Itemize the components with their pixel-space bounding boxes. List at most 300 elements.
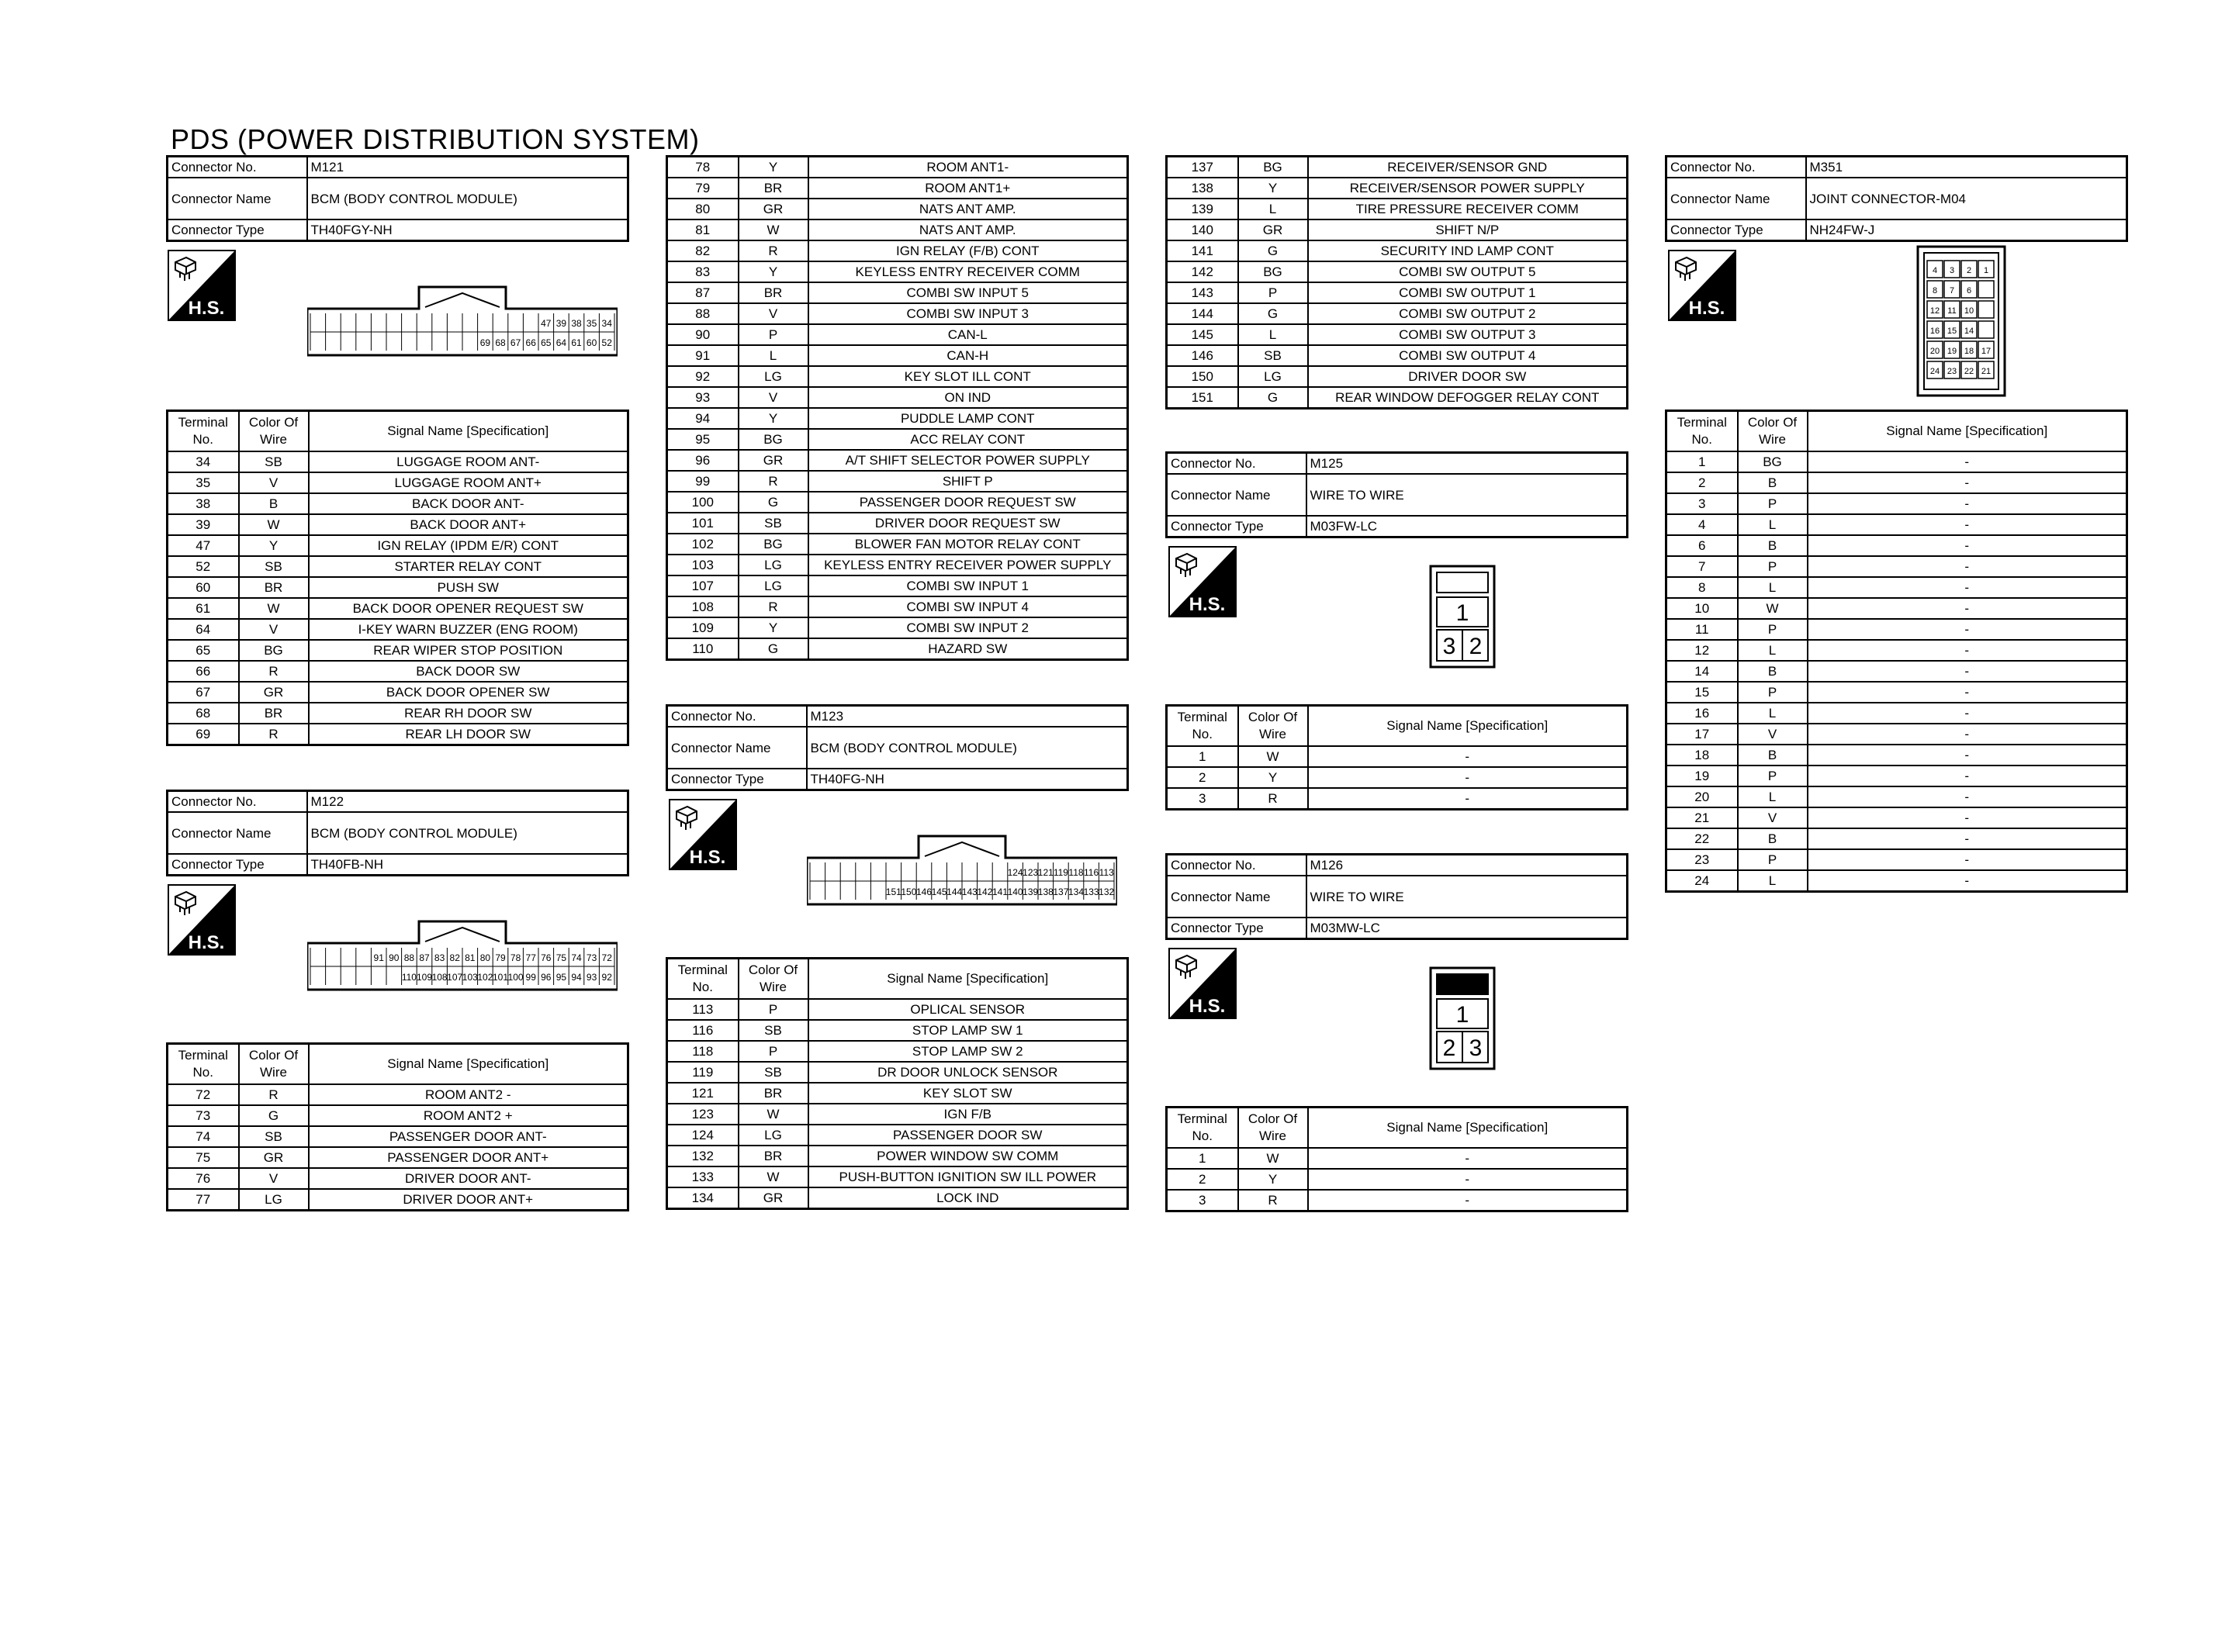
signal-name: SECURITY IND LAMP CONT: [1308, 240, 1628, 261]
terminal-no: 60: [168, 577, 239, 598]
wire-color: R: [1238, 1190, 1308, 1211]
table-row: [1167, 1190, 1628, 1211]
terminal-header: Terminal No.: [1666, 411, 1738, 452]
wire-color: L: [1238, 324, 1308, 345]
pin-label: 137: [1053, 886, 1069, 897]
table-row: [667, 240, 1128, 261]
table-row: [1167, 324, 1628, 345]
terminal-no: 138: [1167, 178, 1238, 199]
terminal-no: 24: [1666, 870, 1738, 892]
terminal-no: 139: [1167, 199, 1238, 219]
terminal-no: 118: [667, 1041, 739, 1062]
m122-connector-diagram: [307, 918, 618, 1000]
signal-name: PASSENGER DOOR ANT+: [309, 1147, 628, 1168]
wire-color: R: [739, 240, 808, 261]
signal-name: COMBI SW INPUT 1: [808, 575, 1128, 596]
signal-name: DRIVER DOOR SW: [1308, 366, 1628, 387]
wire-color: B: [239, 493, 309, 514]
terminal-no: 1: [1167, 746, 1238, 767]
pin-label: 22: [1964, 367, 1974, 376]
signal-name: -: [1808, 661, 2127, 682]
wire-color: Y: [1238, 1169, 1308, 1190]
terminal-no: 2: [1167, 767, 1238, 788]
connector-name: BCM (BODY CONTROL MODULE): [307, 178, 628, 219]
label: Connector Name: [667, 727, 807, 769]
wire-color: Y: [1238, 178, 1308, 199]
table-row: [667, 1125, 1128, 1146]
pin-label: 116: [1084, 867, 1099, 878]
label: Connector Name: [1167, 474, 1306, 516]
terminal-no: 1: [1666, 451, 1738, 472]
signal-name: BACK DOOR OPENER SW: [309, 682, 628, 703]
terminal-no: 91: [667, 345, 739, 366]
table-row: [1167, 746, 1628, 767]
signal-name: COMBI SW OUTPUT 5: [1308, 261, 1628, 282]
signal-name: ROOM ANT1-: [808, 157, 1128, 178]
wire-color: LG: [739, 575, 808, 596]
wire-color: L: [1238, 199, 1308, 219]
terminal-no: 94: [667, 408, 739, 429]
signal-name: LUGGAGE ROOM ANT-: [309, 451, 628, 472]
connector-no: M123: [807, 706, 1128, 728]
table-row: [667, 534, 1128, 555]
signal-header: Signal Name [Specification]: [309, 1044, 628, 1085]
terminal-no: 92: [667, 366, 739, 387]
terminal-no: 133: [667, 1166, 739, 1187]
pin-label: 151: [885, 886, 901, 897]
signal-name: KEY SLOT SW: [808, 1083, 1128, 1104]
terminal-no: 132: [667, 1146, 739, 1166]
label: Connector Type: [1167, 516, 1306, 537]
terminal-no: 100: [667, 492, 739, 513]
table-row: [667, 450, 1128, 471]
signal-header: Signal Name [Specification]: [1808, 411, 2127, 452]
pin-label: 8: [1932, 286, 1938, 295]
signal-header: Signal Name [Specification]: [1308, 1108, 1628, 1149]
signal-name: STOP LAMP SW 2: [808, 1041, 1128, 1062]
terminal-no: 72: [168, 1084, 239, 1105]
table-row: [1167, 1148, 1628, 1169]
wire-color: P: [1738, 619, 1808, 640]
m351-info: [1665, 155, 2128, 242]
signal-name: BACK DOOR SW: [309, 661, 628, 682]
m126-connector-diagram: [1429, 966, 1496, 1074]
pin-label: 15: [1947, 327, 1957, 336]
terminal-no: 47: [168, 535, 239, 556]
signal-name: SHIFT N/P: [1308, 219, 1628, 240]
connector-name: WIRE TO WIRE: [1306, 474, 1628, 516]
table-row: [667, 261, 1128, 282]
wire-color: BG: [1238, 261, 1308, 282]
table-row: [667, 1020, 1128, 1041]
m122-info: [166, 790, 629, 876]
signal-name: CAN-L: [808, 324, 1128, 345]
terminal-header: Terminal No.: [1167, 1108, 1238, 1149]
wire-color-header: Color Of Wire: [1738, 411, 1808, 452]
signal-name: -: [1308, 1190, 1628, 1211]
pin-label: 75: [555, 952, 567, 963]
wire-color: R: [1238, 788, 1308, 810]
table-row: [1666, 849, 2127, 870]
hs-icon-graphic: [1668, 250, 1736, 321]
table-row: [667, 199, 1128, 219]
terminal-no: 109: [667, 617, 739, 638]
wire-color: V: [239, 472, 309, 493]
terminal-no: 35: [168, 472, 239, 493]
terminal-no: 52: [168, 556, 239, 577]
terminal-no: 19: [1666, 766, 1738, 786]
connector-no: M125: [1306, 453, 1628, 475]
signal-name: COMBI SW INPUT 5: [808, 282, 1128, 303]
wire-color: Y: [1238, 767, 1308, 788]
wire-color: G: [1238, 240, 1308, 261]
table-row: [1666, 577, 2127, 598]
pin-label: 76: [541, 952, 552, 963]
table-row: [168, 1105, 628, 1126]
signal-name: BACK DOOR ANT+: [309, 514, 628, 535]
signal-name: COMBI SW OUTPUT 4: [1308, 345, 1628, 366]
signal-name: -: [1808, 493, 2127, 514]
signal-name: -: [1308, 1148, 1628, 1169]
table-row: [168, 703, 628, 724]
pin-label: 18: [1964, 347, 1974, 356]
pin-label: 121: [1037, 867, 1054, 878]
signal-name: -: [1808, 807, 2127, 828]
connector-type: NH24FW-J: [1806, 219, 2127, 241]
pin-label: 2: [1469, 634, 1483, 659]
label: Connector No.: [667, 706, 807, 728]
pin-label: 107: [447, 972, 463, 983]
table-row: [1167, 387, 1628, 409]
pin-label: 92: [601, 972, 612, 983]
table-row: [168, 472, 628, 493]
connector-name: BCM (BODY CONTROL MODULE): [807, 727, 1128, 769]
table-row: [667, 219, 1128, 240]
table-row: [667, 555, 1128, 575]
table-row: [1666, 493, 2127, 514]
wire-color-header: Color Of Wire: [739, 959, 808, 1000]
terminal-no: 83: [667, 261, 739, 282]
terminal-no: 137: [1167, 157, 1238, 178]
pin-label: 7: [1949, 286, 1955, 295]
wire-color: R: [239, 724, 309, 745]
wire-color: SB: [239, 1126, 309, 1147]
table-row: [667, 429, 1128, 450]
pin-label: 118: [1068, 867, 1084, 878]
svg-text:H.S.: H.S.: [689, 847, 726, 868]
pin-label: 95: [555, 972, 567, 983]
terminal-no: 61: [168, 598, 239, 619]
connector-no: M121: [307, 157, 628, 178]
hs-icon-graphic: [669, 799, 737, 870]
table-row: [667, 638, 1128, 660]
signal-name: RECEIVER/SENSOR GND: [1308, 157, 1628, 178]
table-row: [667, 282, 1128, 303]
table-row: [168, 1189, 628, 1211]
label: Connector No.: [168, 791, 307, 813]
table-row: [168, 1168, 628, 1189]
terminal-no: 16: [1666, 703, 1738, 724]
connector-no: M126: [1306, 855, 1628, 876]
table-row: [667, 387, 1128, 408]
signal-name: ACC RELAY CONT: [808, 429, 1128, 450]
table-row: [1167, 282, 1628, 303]
table-row: [667, 513, 1128, 534]
table-row: [1666, 514, 2127, 535]
terminal-no: 34: [168, 451, 239, 472]
table-row: [667, 596, 1128, 617]
pin-label: 47: [541, 318, 552, 329]
terminal-no: 151: [1167, 387, 1238, 409]
label: Connector No.: [168, 157, 307, 178]
signal-name: DRIVER DOOR ANT+: [309, 1189, 628, 1211]
signal-name: -: [1308, 788, 1628, 810]
terminal-no: 121: [667, 1083, 739, 1104]
terminal-no: 74: [168, 1126, 239, 1147]
table-row: [1666, 807, 2127, 828]
pin-label: 88: [403, 952, 415, 963]
pin-label: 87: [419, 952, 430, 963]
table-row: [1167, 767, 1628, 788]
terminal-no: 66: [168, 661, 239, 682]
table-row: [1666, 451, 2127, 472]
signal-name: -: [1808, 577, 2127, 598]
table-row: [1666, 472, 2127, 493]
pin-label: 35: [586, 318, 597, 329]
pin-label: 11: [1947, 306, 1957, 316]
pin-label: 113: [1099, 867, 1114, 878]
terminal-no: 123: [667, 1104, 739, 1125]
wire-color: V: [1738, 724, 1808, 745]
terminal-no: 116: [667, 1020, 739, 1041]
signal-name: REAR LH DOOR SW: [309, 724, 628, 745]
hs-icon-graphic: [168, 884, 236, 956]
terminal-no: 2: [1666, 472, 1738, 493]
table-row: [667, 178, 1128, 199]
terminal-no: 143: [1167, 282, 1238, 303]
wire-color: B: [1738, 535, 1808, 556]
table-row: [1167, 219, 1628, 240]
pin-label: 141: [991, 886, 1009, 897]
wire-color: B: [1738, 828, 1808, 849]
pin-label: 66: [525, 337, 536, 348]
terminal-no: 150: [1167, 366, 1238, 387]
signal-name: PUDDLE LAMP CONT: [808, 408, 1128, 429]
wire-color: SB: [239, 451, 309, 472]
pin-label: 146: [915, 886, 933, 897]
table-row: [168, 619, 628, 640]
wire-color: GR: [739, 199, 808, 219]
table-row: [1167, 788, 1628, 810]
signal-name: COMBI SW INPUT 3: [808, 303, 1128, 324]
terminal-header: Terminal No.: [1167, 706, 1238, 747]
terminal-no: 102: [667, 534, 739, 555]
wire-color: L: [1738, 786, 1808, 807]
signal-name: -: [1308, 746, 1628, 767]
svg-text:H.S.: H.S.: [1688, 298, 1725, 319]
connector-face: [307, 918, 618, 996]
signal-name: -: [1808, 472, 2127, 493]
wire-color: W: [739, 1104, 808, 1125]
wire-color: BG: [239, 640, 309, 661]
pin-label: 1: [1455, 600, 1469, 626]
terminal-no: 6: [1666, 535, 1738, 556]
pin-label: 39: [555, 318, 567, 329]
wire-color: P: [739, 1041, 808, 1062]
signal-name: IGN RELAY (IPDM E/R) CONT: [309, 535, 628, 556]
signal-name: RECEIVER/SENSOR POWER SUPPLY: [1308, 178, 1628, 199]
m125-info: [1165, 451, 1628, 538]
pin-label: 78: [510, 952, 521, 963]
wire-color: BG: [739, 429, 808, 450]
m121-pin-table: [166, 410, 629, 746]
wire-color: LG: [739, 555, 808, 575]
label: Connector Name: [168, 178, 307, 219]
svg-text:H.S.: H.S.: [188, 932, 225, 953]
signal-name: -: [1808, 598, 2127, 619]
table-row: [667, 999, 1128, 1020]
signal-name: ROOM ANT2 -: [309, 1084, 628, 1105]
hs-icon-graphic: [1168, 948, 1237, 1019]
m121-connector-diagram: [307, 284, 618, 365]
table-row: [1666, 619, 2127, 640]
table-row: [1666, 556, 2127, 577]
table-row: [168, 1084, 628, 1105]
terminal-no: 20: [1666, 786, 1738, 807]
pin-label: 103: [462, 972, 478, 983]
wire-color: P: [1738, 766, 1808, 786]
wire-color: BR: [739, 178, 808, 199]
wire-color: L: [1738, 703, 1808, 724]
pin-label: 14: [1964, 327, 1974, 336]
terminal-no: 108: [667, 596, 739, 617]
table-row: [1666, 724, 2127, 745]
label: Connector Name: [1167, 876, 1306, 918]
wire-color: W: [239, 514, 309, 535]
table-header: [1167, 1108, 1628, 1149]
m123-cont-pin-table: [1165, 155, 1628, 410]
signal-name: REAR RH DOOR SW: [309, 703, 628, 724]
signal-name: -: [1808, 619, 2127, 640]
table-row: [1666, 745, 2127, 766]
terminal-no: 2: [1167, 1169, 1238, 1190]
pin-label: 4: [1932, 266, 1938, 275]
signal-name: REAR WINDOW DEFOGGER RELAY CONT: [1308, 387, 1628, 409]
signal-name: ON IND: [808, 387, 1128, 408]
signal-name: PUSH-BUTTON IGNITION SW ILL POWER: [808, 1166, 1128, 1187]
signal-header: Signal Name [Specification]: [309, 411, 628, 452]
signal-name: NATS ANT AMP.: [808, 199, 1128, 219]
terminal-no: 11: [1666, 619, 1738, 640]
pin-label: 52: [601, 337, 612, 348]
signal-name: LUGGAGE ROOM ANT+: [309, 472, 628, 493]
wire-color: L: [1738, 577, 1808, 598]
terminal-no: 69: [168, 724, 239, 745]
wire-color: G: [1238, 303, 1308, 324]
terminal-no: 107: [667, 575, 739, 596]
wire-color: SB: [739, 1062, 808, 1083]
signal-name: PASSENGER DOOR ANT-: [309, 1126, 628, 1147]
terminal-no: 12: [1666, 640, 1738, 661]
terminal-no: 75: [168, 1147, 239, 1168]
wire-color: G: [239, 1105, 309, 1126]
wire-color: W: [1738, 598, 1808, 619]
terminal-no: 87: [667, 282, 739, 303]
pin-label: 133: [1083, 886, 1099, 897]
page-title: PDS (POWER DISTRIBUTION SYSTEM): [171, 123, 700, 155]
table-row: [667, 1104, 1128, 1125]
pin-label: 91: [373, 952, 384, 963]
table-row: [1167, 1169, 1628, 1190]
wire-color: Y: [239, 535, 309, 556]
m123-pin-table: [666, 957, 1129, 1210]
signal-name: -: [1808, 451, 2127, 472]
terminal-header: Terminal No.: [667, 959, 739, 1000]
wire-color: R: [739, 471, 808, 492]
pin-label: 108: [431, 972, 448, 983]
signal-name: PASSENGER DOOR SW: [808, 1125, 1128, 1146]
table-row: [667, 157, 1128, 178]
pin-label: 144: [946, 886, 963, 897]
wire-color: BR: [739, 1146, 808, 1166]
wire-color: GR: [1238, 219, 1308, 240]
signal-header: Signal Name [Specification]: [808, 959, 1128, 1000]
table-row: [1666, 828, 2127, 849]
signal-name: -: [1808, 870, 2127, 892]
wire-color: SB: [739, 1020, 808, 1041]
wire-color: R: [739, 596, 808, 617]
connector-type: M03FW-LC: [1306, 516, 1628, 537]
terminal-no: 80: [667, 199, 739, 219]
m126-info: [1165, 853, 1628, 940]
pin-label: 60: [586, 337, 597, 348]
table-row: [667, 303, 1128, 324]
table-row: [667, 617, 1128, 638]
table-row: [168, 556, 628, 577]
signal-name: A/T SHIFT SELECTOR POWER SUPPLY: [808, 450, 1128, 471]
hs-icon: [168, 884, 236, 956]
m126-pin-table: [1165, 1106, 1628, 1212]
pin-label: 94: [571, 972, 582, 983]
pin-label: 124: [1007, 867, 1023, 878]
terminal-no: 68: [168, 703, 239, 724]
terminal-no: 134: [667, 1187, 739, 1209]
wire-color: W: [739, 1166, 808, 1187]
pin-label: 38: [571, 318, 582, 329]
signal-name: -: [1808, 640, 2127, 661]
table-row: [1666, 766, 2127, 786]
connector-type: M03MW-LC: [1306, 918, 1628, 939]
label: Connector Name: [168, 812, 307, 854]
pin-label: 119: [1053, 867, 1068, 878]
table-row: [168, 577, 628, 598]
wire-color: B: [1738, 661, 1808, 682]
table-row: [667, 324, 1128, 345]
terminal-header: Terminal No.: [168, 411, 239, 452]
pin-label: 20: [1929, 347, 1940, 356]
terminal-header: Terminal No.: [168, 1044, 239, 1085]
pin-label: 100: [507, 972, 524, 983]
wire-color: W: [1238, 746, 1308, 767]
signal-name: IGN F/B: [808, 1104, 1128, 1125]
pin-label: 110: [401, 972, 417, 983]
table-row: [1167, 178, 1628, 199]
wire-color: Y: [739, 261, 808, 282]
signal-name: -: [1808, 766, 2127, 786]
table-row: [1666, 786, 2127, 807]
label: Connector Type: [1666, 219, 1806, 241]
wire-color: R: [239, 1084, 309, 1105]
